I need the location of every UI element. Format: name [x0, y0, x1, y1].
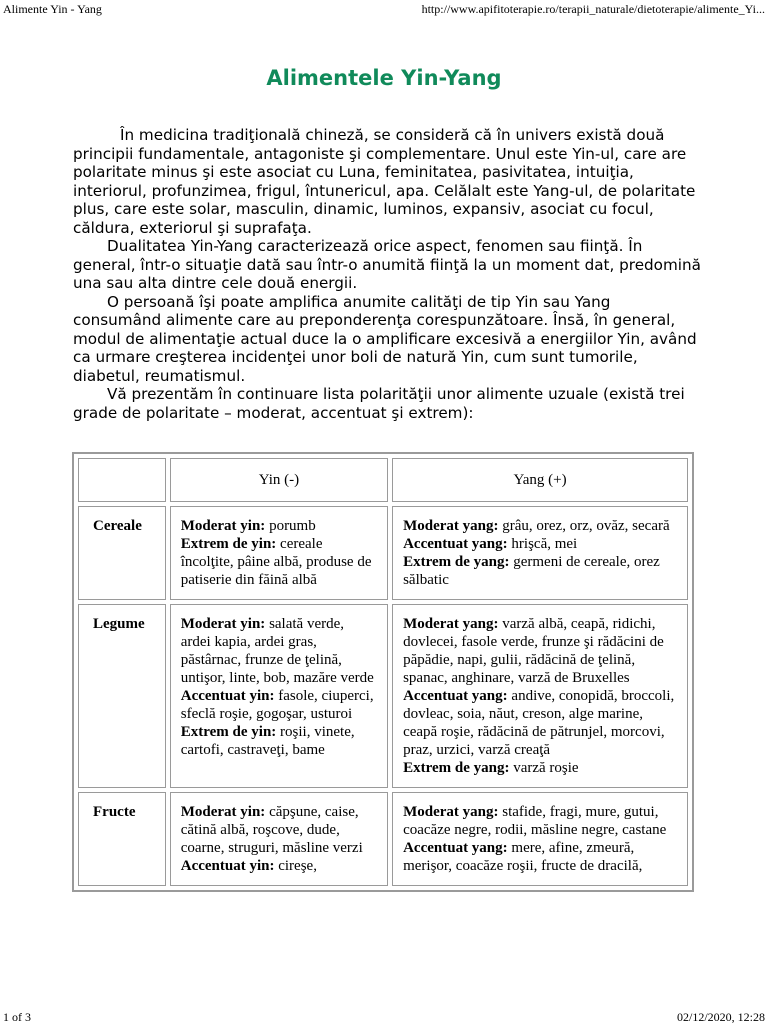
- yin-entry: [181, 535, 377, 589]
- polarity-label: Moderat yang:: [403, 804, 499, 820]
- page-counter: 1 of 3: [3, 1010, 31, 1024]
- browser-header-title: Alimente Yin - Yang: [3, 2, 102, 16]
- yang-cell: [392, 792, 688, 886]
- yang-entry: [403, 517, 677, 535]
- polarity-label: Accentuat yin:: [180, 688, 275, 704]
- yin-cell: [170, 792, 388, 886]
- food-list: salată verde, ardei kapia, ardei gras, păstârnac, frunze de ţelină, untişor, linte, bob, mazăre verde: [180, 616, 374, 686]
- yin-cell: [170, 604, 388, 788]
- category-cell: Fructe: [78, 792, 166, 886]
- polarity-label: Moderat yin:: [180, 616, 266, 632]
- food-list: hrişcă, mei: [507, 536, 578, 552]
- table-row: [78, 604, 688, 788]
- intro-paragraph-2: Dualitatea Yin-Yang caracterizează orice aspect, fenomen sau fiinţă. În general, într-o situaţie dată sau într-o anumită fiinţă la un moment dat, predomină una sau alta dintre cele două energii.: [73, 237, 701, 292]
- food-list: roşii, vinete, cartofi, castraveţi, bame: [180, 724, 355, 758]
- intro-paragraph-3: O persoană îşi poate amplifica anumite calităţi de tip Yin sau Yang consumând alimente care au preponderenţa corespunzătoare. Însă, în general, modul de alimentaţie actual duce la o amplificare excesivă a energiilor Yin, având ca urmare creşterea incidenţei unor boli de natură Yin, cum sunt tumorile, diabetul, reumatismul.: [73, 292, 697, 385]
- table-row: [78, 792, 688, 886]
- yin-entry: [181, 687, 377, 723]
- polarity-label: Accentuat yin:: [180, 858, 275, 874]
- polarity-label: Moderat yin:: [180, 804, 266, 820]
- table-header-empty: [78, 458, 166, 502]
- yang-entry: [403, 687, 677, 759]
- table-header-yang: Yang (+): [392, 458, 688, 502]
- food-list: mere, afine, zmeură, merişor, coacăze roşii, fructe de dracilă,: [403, 840, 643, 874]
- yang-entry: [403, 759, 677, 777]
- polarity-label: Extrem de yang:: [403, 554, 510, 570]
- food-list: andive, conopidă, broccoli, dovleac, soia, năut, creson, alge marine, ceapă roşie, rădăcină de pătrunjel, morcovi, praz, urzici, varză creaţă: [403, 688, 675, 758]
- yang-entry: [403, 535, 677, 553]
- yin-entry: [181, 615, 377, 687]
- table-header-yin: Yin (-): [170, 458, 388, 502]
- yin-cell: [170, 506, 388, 600]
- food-list: fasole, ciuperci, sfeclă roşie, gogoşar, usturoi: [180, 688, 374, 722]
- polarity-label: Moderat yin:: [180, 518, 266, 534]
- food-list: porumb: [265, 518, 316, 534]
- yang-entry: [403, 803, 677, 839]
- polarity-label: Accentuat yang:: [403, 840, 508, 856]
- intro-paragraph-1: În medicina tradiţională chineză, se consideră că în univers există două principii fundamentale, antagoniste şi complementare. Unul este Yin-ul, care are polaritate minus şi este asociat cu Luna, feminitatea, pasivitatea, intuiţia, interiorul, profunzimea, frigul, întunericul, apa. Celălalt este Yang-ul, de polaritate plus, care este solar, masculin, dinamic, luminos, expansiv, asociat cu focul, căldura, exteriorul şi suprafaţa.: [73, 126, 696, 237]
- food-list: varză albă, ceapă, ridichi, dovlecei, fasole verde, frunze şi rădăcini de păpădie, napi, gulii, rădăcină de ţelină, spanac, anghinare, varză de Bruxelles: [403, 616, 664, 686]
- polarity-label: Extrem de yin:: [180, 724, 277, 740]
- yang-entry: [403, 839, 677, 875]
- polarity-label: Extrem de yang:: [403, 760, 510, 776]
- intro-paragraph-4: Vă prezentăm în continuare lista polarităţii unor alimente uzuale (există trei grade de polaritate – moderat, accentuat şi extrem):: [73, 385, 685, 422]
- food-list: varză roşie: [509, 760, 579, 776]
- browser-header-url: http://www.apifitoterapie.ro/terapii_naturale/dietoterapie/alimente_Yi...: [421, 2, 765, 16]
- polarity-label: Moderat yang:: [403, 518, 499, 534]
- table-header-row: [78, 458, 688, 502]
- yang-cell: [392, 506, 688, 600]
- food-list: căpşune, caise, cătină albă, roşcove, dude, coarne, struguri, măsline verzi: [180, 804, 363, 856]
- print-timestamp: 02/12/2020, 12:28: [676, 1010, 765, 1024]
- yang-entry: [403, 615, 677, 687]
- intro-text: [73, 126, 703, 422]
- yin-yang-table: [72, 452, 694, 892]
- polarity-label: Accentuat yang:: [403, 536, 508, 552]
- food-list: cereale încolţite, pâine albă, produse de patiserie din făină albă: [180, 536, 372, 588]
- yin-entry: [181, 723, 377, 759]
- food-list: germeni de cereale, orez sălbatic: [403, 554, 660, 588]
- yang-cell: [392, 604, 688, 788]
- food-list: cireşe,: [274, 858, 317, 874]
- yin-entry: [181, 517, 377, 535]
- polarity-label: Moderat yang:: [403, 616, 499, 632]
- category-cell: Cereale: [78, 506, 166, 600]
- food-list: grâu, orez, orz, ovăz, secară: [498, 518, 670, 534]
- polarity-label: Accentuat yang:: [403, 688, 508, 704]
- page-title: Alimentele Yin-Yang: [266, 66, 502, 90]
- yin-entry: [181, 857, 377, 875]
- yin-entry: [181, 803, 377, 857]
- yang-entry: [403, 553, 677, 589]
- table-row: [78, 506, 688, 600]
- category-cell: Legume: [78, 604, 166, 788]
- food-list: stafide, fragi, mure, gutui, coacăze negre, rodii, măsline negre, castane: [403, 804, 667, 838]
- polarity-label: Extrem de yin:: [180, 536, 277, 552]
